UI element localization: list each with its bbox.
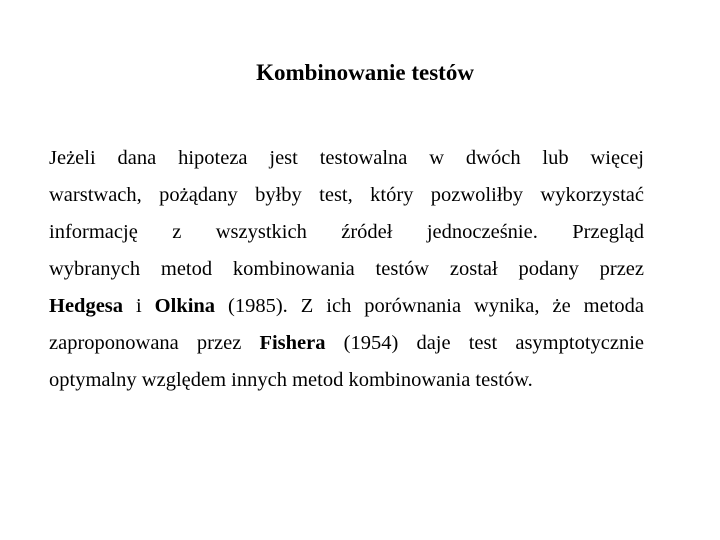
paragraph-line: optymalny względem innych metod kombinowania testów. bbox=[49, 369, 533, 391]
paragraph-line bbox=[49, 325, 644, 362]
paragraph-line: informację z wszystkich źródeł jednocześnie. Przegląd bbox=[49, 221, 644, 243]
paragraph-line: wybranych metod kombinowania testów został podany przez bbox=[49, 258, 644, 280]
slide-title: Kombinowanie testów bbox=[256, 60, 474, 85]
author-name-olkin: Olkina bbox=[154, 295, 216, 317]
paragraph-text: zaproponowana przez bbox=[49, 332, 260, 354]
paragraph-text: (1954) daje test asymptotycznie bbox=[325, 332, 645, 354]
author-name-hedges: Hedgesa bbox=[49, 295, 124, 317]
paragraph-text: (1985). Z ich porównania wynika, że metoda bbox=[215, 295, 644, 317]
paragraph-line bbox=[49, 288, 644, 325]
body-paragraph bbox=[49, 140, 644, 399]
author-name-fisher: Fishera bbox=[259, 332, 326, 354]
paragraph-line: Jeżeli dana hipoteza jest testowalna w dwóch lub więcej bbox=[49, 147, 644, 169]
conjunction-text: i bbox=[123, 295, 155, 317]
paragraph-line: warstwach, pożądany byłby test, który pozwoliłby wykorzystać bbox=[49, 184, 644, 206]
